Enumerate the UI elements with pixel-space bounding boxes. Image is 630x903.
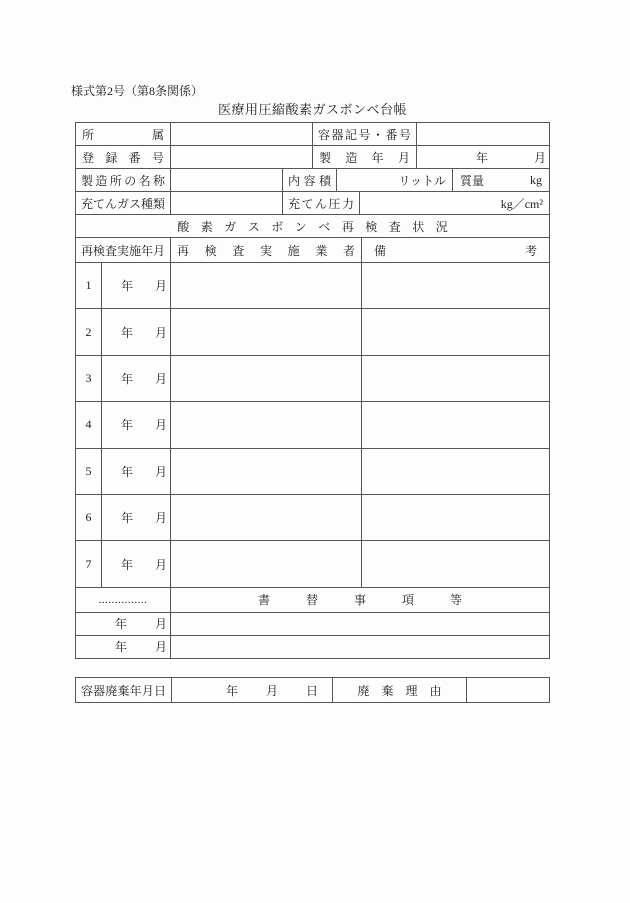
row-disposal bbox=[76, 678, 549, 702]
disposal-date-label: 容器廃棄年月日 bbox=[76, 678, 172, 702]
rewrite-content-field[interactable] bbox=[171, 636, 549, 658]
inspection-date-field[interactable]: 年 月 bbox=[102, 449, 171, 494]
rewrite-row bbox=[76, 613, 549, 636]
row-column-headers bbox=[76, 238, 549, 263]
reinspection-row bbox=[76, 541, 549, 587]
inner-volume-label: 内容積 bbox=[283, 169, 337, 191]
reinspection-row bbox=[76, 263, 549, 309]
row-section-header bbox=[76, 215, 549, 238]
container-mark-label: 容器記号・番号 bbox=[313, 123, 417, 145]
remarks-field[interactable] bbox=[362, 356, 549, 401]
col-header-operator: 再検査実施業者 bbox=[171, 238, 362, 262]
main-table bbox=[75, 122, 550, 659]
operator-field[interactable] bbox=[171, 449, 362, 494]
inspection-date-field[interactable]: 年 月 bbox=[102, 402, 171, 447]
registration-label: 登録番号 bbox=[76, 146, 171, 168]
disposal-date-field[interactable] bbox=[172, 678, 333, 702]
reinspection-row bbox=[76, 449, 549, 495]
gas-type-label: 充てんガス種類 bbox=[76, 192, 171, 214]
row-gas bbox=[76, 192, 549, 215]
inspection-date-field[interactable]: 年 月 bbox=[102, 541, 171, 586]
row-number: 2 bbox=[76, 309, 102, 354]
reinspection-row bbox=[76, 309, 549, 355]
month-unit: 月 bbox=[265, 683, 278, 698]
remarks-field[interactable] bbox=[362, 402, 549, 447]
rewrite-content-field[interactable] bbox=[171, 613, 549, 635]
page-title: 医療用圧縮酸素ガスボンベ台帳 bbox=[217, 102, 407, 117]
disposal-reason-label: 廃棄理由 bbox=[333, 678, 467, 702]
operator-field[interactable] bbox=[171, 309, 362, 354]
affiliation-field[interactable] bbox=[171, 123, 313, 145]
registration-field[interactable] bbox=[171, 146, 313, 168]
pressure-unit: kg／cm² bbox=[500, 196, 543, 211]
day-unit: 日 bbox=[305, 683, 318, 698]
row-affiliation bbox=[76, 123, 549, 146]
fill-pressure-label: 充てん圧力 bbox=[283, 192, 360, 214]
inspection-date-field[interactable]: 年 月 bbox=[102, 495, 171, 540]
row-rewrite-header bbox=[76, 588, 549, 613]
row-number: 1 bbox=[76, 263, 102, 308]
inspection-date-field[interactable]: 年 月 bbox=[102, 356, 171, 401]
operator-field[interactable] bbox=[171, 541, 362, 586]
row-number: 6 bbox=[76, 495, 102, 540]
inspection-date-field[interactable]: 年 月 bbox=[102, 309, 171, 354]
maker-name-label: 製造所の名称 bbox=[76, 169, 171, 191]
col-header-date: 再検査実施年月 bbox=[76, 238, 171, 262]
month-unit: 月 bbox=[533, 150, 546, 165]
operator-field[interactable] bbox=[171, 263, 362, 308]
container-mark-field[interactable] bbox=[417, 123, 549, 145]
operator-field[interactable] bbox=[171, 495, 362, 540]
rewrite-date-field[interactable]: 年 月 bbox=[76, 636, 171, 658]
inspection-date-field[interactable]: 年 月 bbox=[102, 263, 171, 308]
row-number: 7 bbox=[76, 541, 102, 586]
reinspection-row bbox=[76, 402, 549, 448]
operator-field[interactable] bbox=[171, 356, 362, 401]
mass-unit: kg bbox=[530, 172, 542, 187]
reinspection-section-title: 酸素ガスボンベ再検査状況 bbox=[177, 219, 460, 234]
mass-field[interactable] bbox=[453, 169, 549, 191]
inner-volume-field[interactable] bbox=[337, 169, 453, 191]
reinspection-row bbox=[76, 495, 549, 541]
row-registration bbox=[76, 146, 549, 169]
row-number: 5 bbox=[76, 449, 102, 494]
rewrite-section-title: 書替事項等 bbox=[257, 593, 498, 608]
maker-name-field[interactable] bbox=[171, 169, 283, 191]
year-unit: 年 bbox=[225, 683, 238, 698]
col-header-remarks: 備考 bbox=[374, 243, 537, 258]
row-maker bbox=[76, 169, 549, 192]
remarks-field[interactable] bbox=[362, 495, 549, 540]
remarks-field[interactable] bbox=[362, 309, 549, 354]
disposal-table bbox=[75, 677, 550, 703]
gas-type-field[interactable] bbox=[171, 192, 283, 214]
row-number: 3 bbox=[76, 356, 102, 401]
row-number: 4 bbox=[76, 402, 102, 447]
reinspection-row bbox=[76, 356, 549, 402]
remarks-field[interactable] bbox=[362, 263, 549, 308]
disposal-reason-field[interactable] bbox=[467, 678, 549, 702]
fill-pressure-field[interactable] bbox=[360, 192, 549, 214]
volume-unit: リットル bbox=[398, 173, 446, 188]
rewrite-date-field[interactable]: 年 月 bbox=[76, 613, 171, 635]
operator-field[interactable] bbox=[171, 402, 362, 447]
year-unit: 年 bbox=[475, 150, 488, 165]
affiliation-label: 所属 bbox=[76, 123, 171, 145]
continuation-dots: ............... bbox=[76, 588, 171, 612]
mass-label: 質量 bbox=[460, 173, 485, 188]
remarks-field[interactable] bbox=[362, 541, 549, 586]
manufacture-date-field[interactable] bbox=[417, 146, 549, 168]
remarks-field[interactable] bbox=[362, 449, 549, 494]
manufacture-date-label: 製造年月 bbox=[313, 146, 417, 168]
form-number: 様式第2号（第8条関係） bbox=[71, 84, 204, 98]
rewrite-row bbox=[76, 636, 549, 658]
